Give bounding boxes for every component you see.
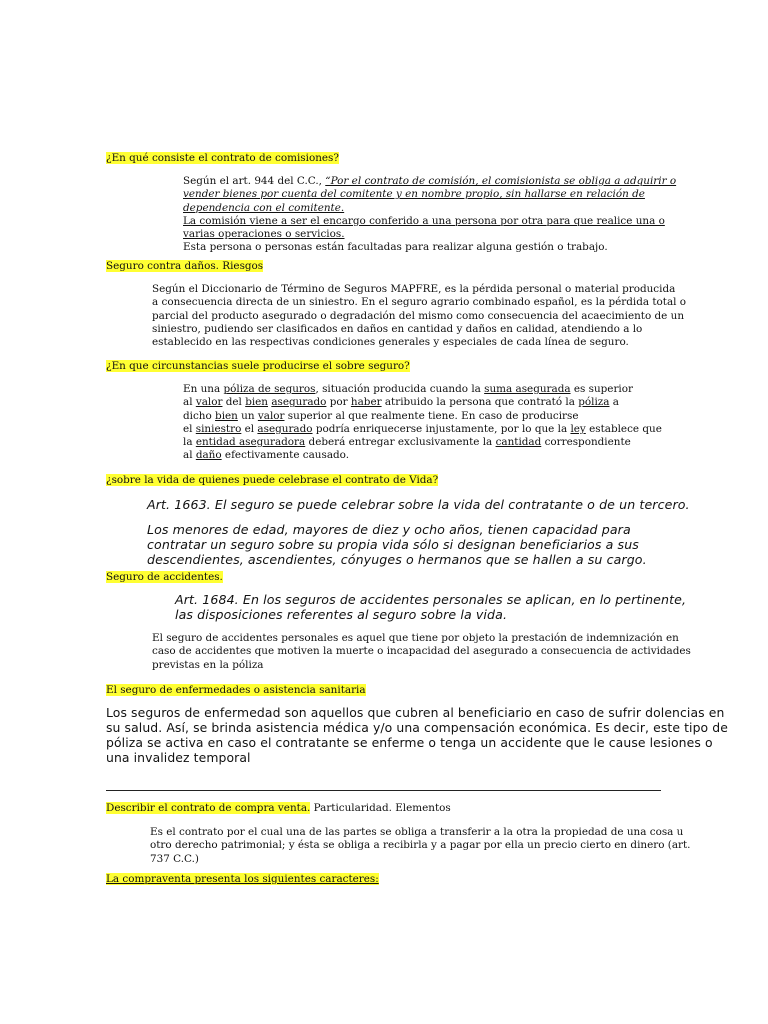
link-poliza-de-seguros[interactable]: póliza de seguros (223, 383, 316, 395)
link-ley[interactable]: ley (570, 422, 586, 435)
heading-sobreseguro: ¿En que circunstancias suele producirse el sobre seguro? (106, 360, 410, 372)
vida-line: descendientes, ascendientes, cónyuges o hermanos que se hallen a su cargo. (147, 552, 647, 567)
accidentes-article: Art. 1684. En los seguros de accidentes personales se aplican, en lo pertinente, las disposiciones referentes al seguro sobre la vida. (175, 592, 687, 622)
link-siniestro[interactable]: siniestro (195, 422, 242, 435)
link-cantidad[interactable]: cantidad (495, 436, 542, 449)
link-haber[interactable]: haber (350, 396, 382, 409)
heading-danos: Seguro contra daños. Riesgos (106, 260, 264, 272)
link-asegurado[interactable]: asegurado (271, 396, 327, 409)
link-suma-asegurada[interactable]: suma asegurada (484, 383, 571, 395)
link-valor[interactable]: valor (257, 409, 285, 422)
link-poliza[interactable]: póliza (578, 396, 610, 409)
heading-compraventa: Describir el contrato de compra venta. Particularidad. Elementos (106, 802, 451, 814)
comision-paragraph: Según el art. 944 del C.C., “Por el contrato de comisión, el comisionista se obliga a adquirir o vender bienes por cuenta del comitente y en nombre propio, sin hallarse en relación de dependencia con el comitente. La comisión viene a ser el encargo conferido a una persona por otra para que realice una o varias operaciones o servicios. Esta persona o personas están facultadas para realizar alguna gestión o trabajo. (183, 175, 677, 254)
link-entidad-aseguradora[interactable]: entidad aseguradora (195, 436, 306, 449)
link-asegurado[interactable]: asegurado (257, 422, 313, 435)
horizontal-divider (106, 790, 661, 791)
vida-line: contratar un seguro sobre su propia vida sólo si designan beneficiarios a sus (147, 537, 639, 552)
sobreseguro-paragraph: En una póliza de seguros, situación producida cuando la suma asegurada es superior al valor del bien asegurado por haber atribuido la persona que contrató la póliza a dicho bien un valor superior al que realmente tiene. En caso de producirse el siniestro el asegurado podría enriquecerse injustamente, por lo que la ley establece que la entidad aseguradora deberá entregar exclusivamente la cantidad correspondiente al daño efectivamente causado. (183, 383, 662, 462)
vida-article: Art. 1663. El seguro se puede celebrar sobre la vida del contratante o de un tercero. (147, 497, 690, 512)
danos-line: a consecuencia directa de un siniestro. En el seguro agrario combinado español, es la pérdida total o (152, 296, 687, 309)
heading-comision: ¿En qué consiste el contrato de comisiones? (106, 152, 339, 164)
heading-accidentes: Seguro de accidentes. (106, 571, 223, 583)
link-dano[interactable]: daño (195, 449, 222, 462)
heading-enfermedades: El seguro de enfermedades o asistencia sanitaria (106, 684, 366, 696)
danos-line: siniestro, pudiendo ser clasificados en daños en cantidad y daños en calidad, atendiendo a lo (152, 322, 643, 335)
link-bien[interactable]: bien (215, 409, 238, 422)
danos-line: Según el Diccionario de Término de Seguros MAPFRE, es la pérdida personal o material producida (152, 283, 676, 295)
compraventa-paragraph: Es el contrato por el cual una de las partes se obliga a transferir a la otra la propiedad de una cosa u otro derecho patrimonial; y ésta se obliga a recibirla y a pagar por ella un precio cierto en dinero (art. 737 C.C.) (150, 826, 691, 865)
link-valor[interactable]: valor (195, 396, 223, 409)
heading-vida: ¿sobre la vida de quienes puede celebrase el contrato de Vida? (106, 474, 439, 486)
enfermedades-paragraph: Los seguros de enfermedad son aquellos que cubren al beneficiario en caso de sufrir dolencias en su salud. Así, se brinda asistencia médica y/o una compensación económica. Es decir, este tipo de póliza se activa en caso el contratante se enferme o tenga un accidente que le cause lesiones o una invalidez temporal (106, 705, 728, 765)
accidentes-paragraph: El seguro de accidentes personales es aquel que tiene por objeto la prestación de indemnización en caso de accidentes que motiven la muerte o incapacidad del asegurado a consecuencia de actividades previstas en la póliza (152, 632, 691, 671)
heading-caracteres: La compraventa presenta los siguientes caracteres: (106, 873, 379, 885)
danos-line: establecido en las respectivas condiciones generales y especiales de cada línea de seguro. (152, 336, 629, 349)
link-bien[interactable]: bien (245, 396, 269, 409)
vida-line: Los menores de edad, mayores de diez y ocho años, tienen capacidad para (147, 522, 631, 537)
danos-line: parcial del producto asegurado o degradación del mismo como consecuencia del acaecimiento de un (152, 309, 685, 322)
danos-paragraph (152, 283, 687, 349)
vida-paragraph (147, 522, 647, 567)
